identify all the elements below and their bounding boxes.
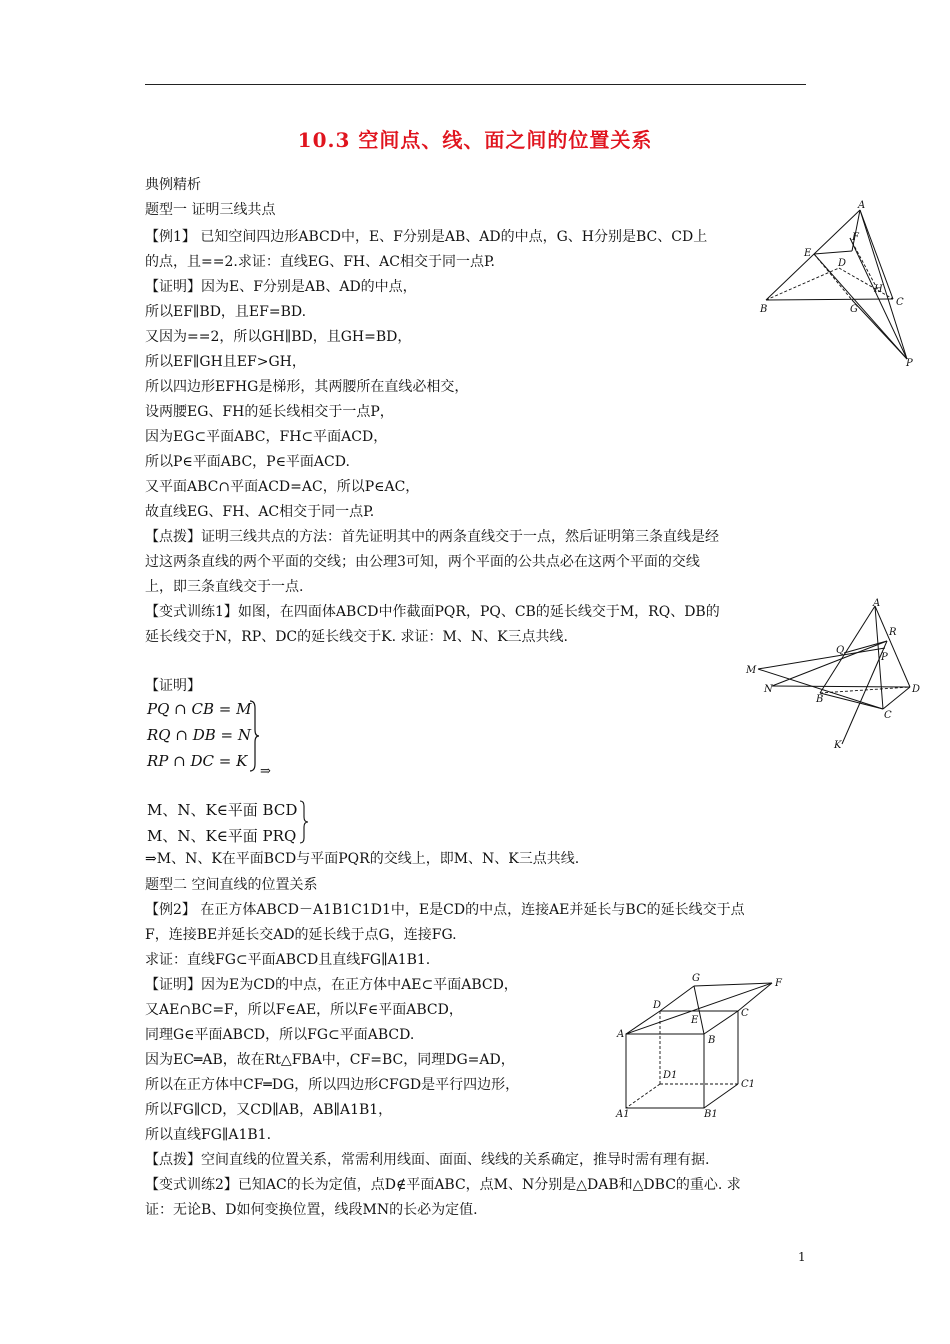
- example-2-line-2: F，连接BE并延长交AD的延长线于点G，连接FG.: [145, 927, 457, 943]
- label-C: C: [896, 297, 904, 308]
- example-1-line-1: 【例1】 已知空间四边形ABCD中，E、F分别是AB、AD的中点，G、H分别是BC、CD上: [145, 229, 708, 245]
- proof-line: 【证明】因为E为CD的中点，在正方体中AE⊂平面ABCD，: [145, 977, 518, 993]
- figure-tetrahedron-pqr: [740, 596, 926, 756]
- hint-line: 过这两条直线的两个平面的交线；由公理3可知，两个平面的公共点必在这两个平面的交线: [145, 554, 700, 570]
- label-G: G: [850, 304, 858, 315]
- hint-line: 【点拨】证明三线共点的方法：首先证明其中的两条直线交于一点，然后证明第三条直线是经: [145, 529, 719, 545]
- proof-line: 所以EF∥GH且EF>GH，: [145, 354, 306, 370]
- equation-2: RQ ∩ DB = N: [147, 726, 251, 744]
- label-P: P: [881, 652, 888, 663]
- label-D: D: [838, 258, 847, 269]
- proof-line: 所以P∈平面ABC，P∈平面ACD.: [145, 454, 350, 470]
- exercise-1-line-2: 延长线交于N，RP、DC的延长线交于K. 求证：M、N、K三点共线.: [145, 629, 568, 645]
- label-A: A: [873, 598, 881, 609]
- label-P: P: [906, 358, 913, 369]
- label-G: G: [692, 973, 700, 984]
- label-K: K: [834, 740, 842, 751]
- proof-line: 所以EF∥BD，且EF=BD.: [145, 304, 307, 320]
- proof-line: 又AE∩BC=F，所以F∈AE，所以F∈平面ABCD，: [145, 1002, 463, 1018]
- label-N: N: [764, 684, 773, 695]
- topic-heading-1: 题型一 证明三线共点: [145, 202, 276, 218]
- proof-line: 故直线EG、FH、AC相交于同一点P.: [145, 504, 375, 520]
- label-C: C: [884, 710, 892, 721]
- exercise-1-line-1: 【变式训练1】如图，在四面体ABCD中作截面PQR，PQ、CB的延长线交于M，RQ、DB的: [145, 604, 720, 620]
- label-E: E: [804, 248, 812, 259]
- page-number: 1: [798, 1250, 806, 1264]
- label-F: F: [775, 978, 782, 989]
- proof-line: 又因为==2，所以GH∥BD，且GH=BD，: [145, 329, 412, 345]
- example-2-line-3: 求证：直线FG⊂平面ABCD且直线FG∥A1B1.: [145, 952, 431, 968]
- label-B: B: [760, 304, 768, 315]
- header-rule: [145, 84, 806, 85]
- implies-arrow: ⇒: [260, 764, 271, 779]
- right-brace-1: [248, 700, 260, 772]
- label-B: B: [708, 1035, 716, 1046]
- label-A: A: [858, 200, 866, 211]
- label-A1: A1: [616, 1109, 630, 1120]
- label-M: M: [746, 665, 757, 676]
- label-B1: B1: [704, 1109, 718, 1120]
- label-D1: D1: [663, 1070, 678, 1081]
- label-R: R: [889, 627, 897, 638]
- topic-heading-2: 题型二 空间直线的位置关系: [145, 877, 318, 893]
- proof-line: 所以四边形EFHG是梯形，其两腰所在直线必相交，: [145, 379, 469, 395]
- label-H: H: [874, 284, 883, 295]
- equation-4: M、N、K∈平面 BCD: [147, 801, 298, 819]
- label-Q: Q: [836, 645, 845, 656]
- equation-3: RP ∩ DC = K: [147, 752, 248, 770]
- exercise-2-line-1: 【变式训练2】已知AC的长为定值，点D∉平面ABC，点M、N分别是△DAB和△DBC的重心. 求: [145, 1177, 741, 1193]
- label-B: B: [816, 694, 824, 705]
- proof-conclusion: ⇒M、N、K在平面BCD与平面PQR的交线上，即M、N、K三点共线.: [145, 851, 580, 867]
- equation-1: PQ ∩ CB = M: [147, 700, 252, 718]
- equation-5: M、N、K∈平面 PRQ: [147, 827, 297, 845]
- proof-line: 设两腰EG、FH的延长线相交于一点P，: [145, 404, 394, 420]
- exercise-2-line-2: 证：无论B、D如何变换位置，线段MN的长必为定值.: [145, 1202, 478, 1218]
- proof-heading: 【证明】: [145, 678, 201, 694]
- label-D: D: [653, 1000, 662, 1011]
- example-1-line-2: 的点，且==2.求证：直线EG、FH、AC相交于同一点P.: [145, 254, 495, 270]
- page-title: 10.3 空间点、线、面之间的位置关系: [297, 128, 653, 152]
- figure-cube: [612, 966, 792, 1122]
- label-E: E: [691, 1015, 699, 1026]
- label-C1: C1: [741, 1079, 756, 1090]
- proof-line: 因为EC═AB，故在Rt△FBA中，CF=BC，同理DG=AD，: [145, 1052, 515, 1068]
- proof-line: 所以直线FG∥A1B1.: [145, 1127, 272, 1143]
- proof-line: 又平面ABC∩平面ACD=AC，所以P∈AC，: [145, 479, 420, 495]
- proof-line: 所以FG∥CD，又CD∥AB，AB∥A1B1，: [145, 1102, 393, 1118]
- hint-line: 上，即三条直线交于一点.: [145, 579, 304, 595]
- proof-line: 同理G∈平面ABCD，所以FG⊂平面ABCD.: [145, 1027, 415, 1043]
- proof-line: 所以在正方体中CF═DG，所以四边形CFGD是平行四边形，: [145, 1077, 520, 1093]
- label-D: D: [912, 684, 921, 695]
- label-C: C: [741, 1008, 749, 1019]
- example-2-line-1: 【例2】 在正方体ABCD－A1B1C1D1中，E是CD的中点，连接AE并延长与BC的延长线交于点: [145, 902, 745, 918]
- label-A: A: [617, 1029, 625, 1040]
- label-F: F: [852, 232, 859, 243]
- right-brace-2: [298, 800, 310, 844]
- proof-line: 【证明】因为E、F分别是AB、AD的中点，: [145, 279, 417, 295]
- section-label: 典例精析: [145, 177, 201, 193]
- proof-line: 因为EG⊂平面ABC，FH⊂平面ACD，: [145, 429, 388, 445]
- hint-line: 【点拨】空间直线的位置关系，常需利用线面、面面、线线的关系确定，推导时需有理有据.: [145, 1152, 710, 1168]
- figure-tetrahedron-p: [752, 196, 922, 372]
